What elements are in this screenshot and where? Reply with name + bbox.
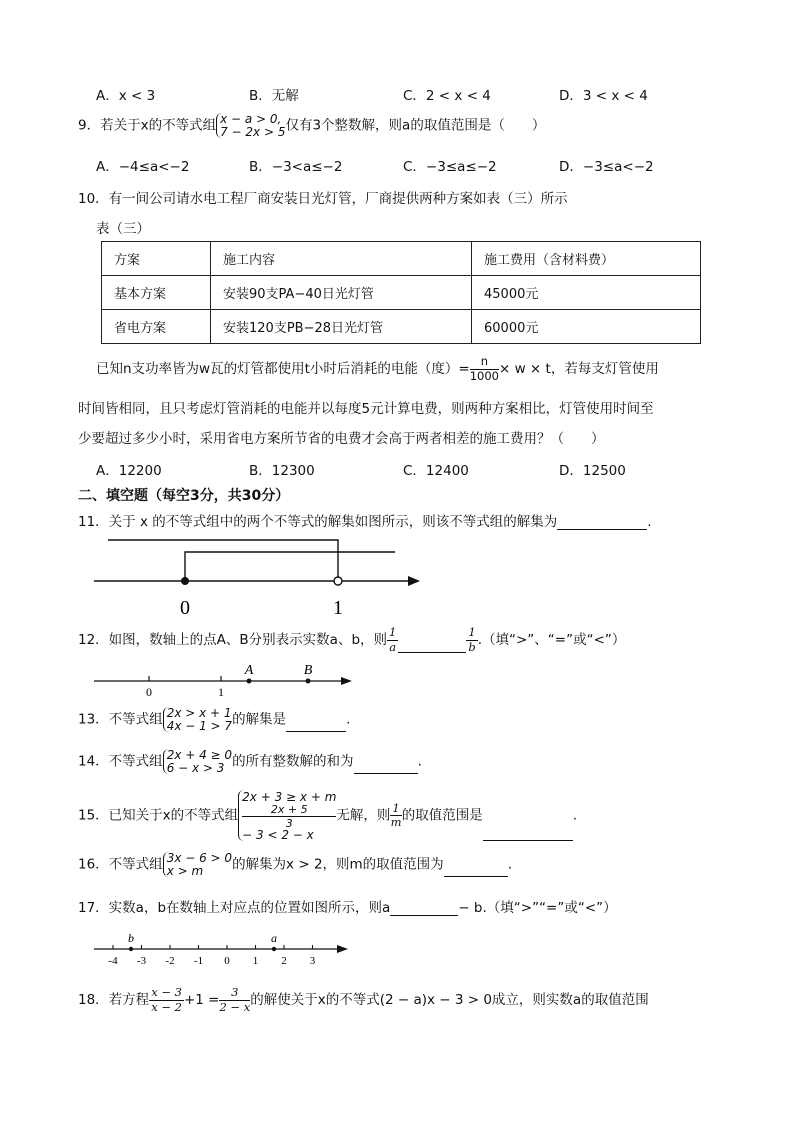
q11-label-1: 1 xyxy=(333,597,343,619)
q10-text-b: × w × t，若每支灯管使用 xyxy=(498,361,659,377)
q10-line-3: 少要超过多少小时，采用省电方案所节省的电费才会高于两者相差的施工费用？（ ） xyxy=(78,431,605,447)
q17-tick-label: 3 xyxy=(309,955,316,967)
q17-tick-label: 1 xyxy=(252,955,259,967)
q11-stem: 11．关于 x 的不等式组中的两个不等式的解集如图所示，则该不等式组的解集为 . xyxy=(78,514,652,530)
q10-option-a: A．12200 xyxy=(96,463,162,479)
q8-option-c: C．2 < x < 4 xyxy=(403,88,491,104)
q9-option-d: D．−3≤a<−2 xyxy=(559,159,654,175)
table-cell: 60000元 xyxy=(472,310,701,344)
q9-option-a: A．−4≤a<−2 xyxy=(96,159,190,175)
q10-stem: 10．有一间公司请水电工程厂商安装日光灯管，厂商提供两种方案如表（三）所示 xyxy=(78,191,568,207)
q18-stem: 18．若方程 $\frac{x - 3}{x - 2}$ +1 = $\frac{3}{2 - x}$ 的解使关于x的不等式(2 − a)x − 3 > 0成立，则实数a的取值范围 xyxy=(78,985,649,1014)
q17-tick-label: 2 xyxy=(281,955,287,967)
q10-text-a: 已知n支功率皆为w瓦的灯管都使用t小时后消耗的电能（度）= xyxy=(96,361,470,377)
q15-stem: 15．已知关于x的不等式组 2x + 3 ≥ x + m 2x + 5 3 − 3 < 2 − x 无解，则 $\frac{1}{m}$ 的取值范围是 . xyxy=(78,790,578,842)
table-header-row xyxy=(102,242,701,276)
q17-tick-label: 0 xyxy=(224,955,230,967)
q17-tick-label: -2 xyxy=(165,955,175,967)
svg-text:b: b xyxy=(128,931,134,945)
q17-stem: 17．实数a，b在数轴上对应点的位置如图所示，则a − b.（填“>”“=”或“<”） xyxy=(78,900,617,916)
table-cell: 45000元 xyxy=(472,276,701,310)
q10-option-d: D．12500 xyxy=(559,463,626,479)
q17-tick-label: -4 xyxy=(108,955,118,967)
q9-option-b: B．−3<a≤−2 xyxy=(249,159,343,175)
q10-line-2: 时间皆相同，且只考虑灯管消耗的电能并以每度5元计算电费，则两种方案相比，灯管使用时间至 xyxy=(78,401,654,417)
q11-label-0: 0 xyxy=(180,597,190,619)
svg-text:0: 0 xyxy=(146,685,152,699)
q14-stem: 14．不等式组 2x + 4 ≥ 0 6 − x > 3 的所有整数解的和为 . xyxy=(78,748,422,775)
table-cell: 安装90支PA−40日光灯管 xyxy=(211,276,472,310)
table-row xyxy=(102,310,701,344)
q10-formula-line xyxy=(96,356,659,382)
q17-tick-label: -1 xyxy=(193,955,204,967)
q10-table xyxy=(101,241,701,344)
q12-number-line xyxy=(92,660,357,700)
q8-option-d: D．3 < x < 4 xyxy=(559,88,648,104)
svg-text:B: B xyxy=(303,663,313,678)
q8-option-b: B．无解 xyxy=(249,88,299,104)
q16-stem: 16．不等式组 3x − 6 > 0 x > m 的解集为x > 2，则m的取值范围为 . xyxy=(78,851,512,878)
q9-system: x − a > 0, 7 − 2x > 5 xyxy=(216,113,285,138)
q9-option-c: C．−3≤a≤−2 xyxy=(403,159,497,175)
q11-number-line xyxy=(90,530,430,620)
q10-fraction: $\frac{n}{1000}$ xyxy=(469,354,499,383)
q17-tick-label: -3 xyxy=(136,955,147,967)
q10-option-b: B．12300 xyxy=(249,463,315,479)
q8-option-a: A．x < 3 xyxy=(96,88,156,104)
section-title: 二、填空题（每空3分，共30分） xyxy=(78,488,290,504)
svg-text:A: A xyxy=(244,663,254,678)
table-cell: 省电方案 xyxy=(102,310,211,344)
svg-text:1: 1 xyxy=(218,685,224,699)
q10-option-c: C．12400 xyxy=(403,463,469,479)
q17-number-line xyxy=(92,928,352,968)
table-row xyxy=(102,276,701,310)
table-header: 施工费用（含材料费） xyxy=(472,242,701,276)
q9-prefix: 9．若关于x的不等式组 xyxy=(78,117,217,134)
table-header: 施工内容 xyxy=(211,242,472,276)
q9-stem xyxy=(78,113,545,138)
q13-stem: 13．不等式组 2x > x + 1 4x − 1 > 7 的解集是 . xyxy=(78,706,351,733)
q12-stem: 12．如图，数轴上的点A、B分别表示实数a、b，则 $\frac{1}{a}$ $\frac{1}{b}$ .（填“>”、“=”或“<”） xyxy=(78,625,626,654)
table-cell: 安装120支PB−28日光灯管 xyxy=(211,310,472,344)
table-cell: 基本方案 xyxy=(102,276,211,310)
q9-suffix: 仅有3个整数解，则a的取值范围是（ ） xyxy=(285,117,546,134)
table-header: 方案 xyxy=(102,242,211,276)
svg-text:a: a xyxy=(271,931,277,945)
q10-table-caption: 表（三） xyxy=(96,221,150,237)
